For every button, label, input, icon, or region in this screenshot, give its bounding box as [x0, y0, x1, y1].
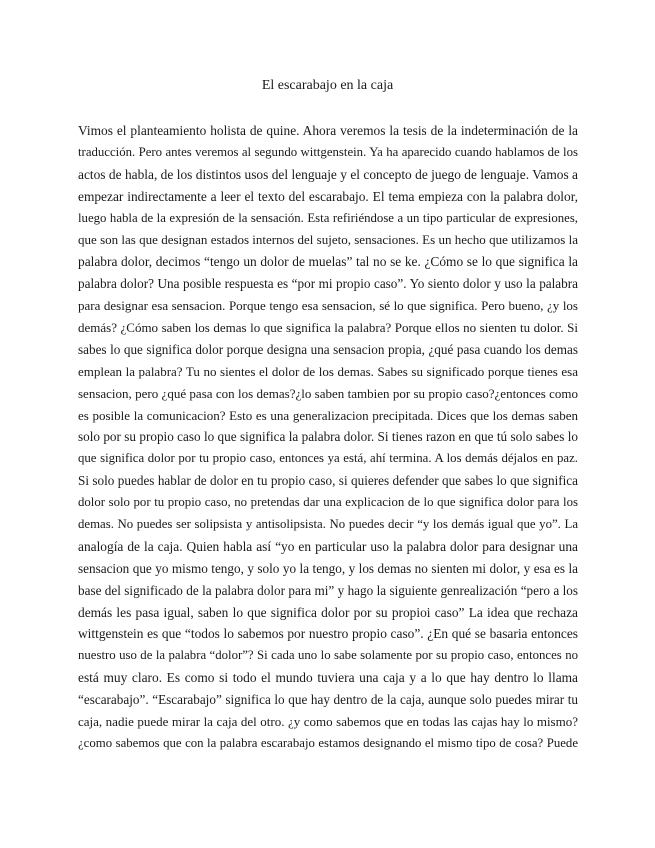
text-line: nuestro uso de la palabra “dolor”? Si cada uno lo sabe solamente por su propio caso, entonces no — [78, 648, 578, 663]
text-line: wittgenstein es que “todos lo sabemos por nuestro propio caso”. ¿En qué se basaria entonces — [78, 626, 578, 642]
text-line: luego habla de la expresión de la sensación. Esta refiriéndose a un tipo particular de expresiones, — [78, 210, 578, 225]
text-line: ¿como sabemos que con la palabra escarabajo estamos designando el mismo tipo de cosa? Puede — [78, 735, 578, 750]
text-line: demás les pasa igual, saben lo que significa dolor por su propioi caso” La idea que rechaza — [78, 604, 578, 620]
document-title: El escarabajo en la caja — [261, 78, 394, 93]
text-line: solo por su propio caso lo que significa la palabra dolor. Si tienes razon en que tú solo sabes lo — [78, 429, 578, 445]
text-line: es posible la comunicacion? Esto es una generalizacion precipitada. Dices que los demas saben — [78, 407, 578, 423]
text-line: demas. No puedes ser solipsista y antisolipsista. No puedes decir “y los demás igual que yo”. La — [78, 517, 578, 532]
text-line: palabra dolor, decimos “tengo un dolor de muelas” tal no se ke. ¿Cómo se lo que significa la — [78, 254, 578, 270]
text-line: caja, nadie puede mirar la caja del otro. ¿y como sabemos que en todas las cajas hay lo mismo? — [78, 714, 578, 730]
text-line: demás? ¿Cómo saben los demas lo que significa la palabra? Porque ellos no sienten tu dolor. Si — [78, 320, 578, 336]
text-line: actos de habla, de los distintos usos del lenguaje y el concepto de juego de lenguaje. Vamos a — [78, 166, 578, 182]
text-line: para designar esa sensacion. Porque tengo esa sensacion, sé lo que significa. Pero bueno, ¿y los — [78, 298, 578, 314]
text-line: traducción. Pero antes veremos al segundo wittgenstein. Ya ha aparecido cuando hablamos de los — [78, 144, 578, 159]
text-line: que son las que designan estados internos del sujeto, sensaciones. Es un hecho que utilizamos la — [78, 232, 578, 248]
text-line: “escarabajo”. “Escarabajo” significa lo que hay dentro de la caja, aunque solo puedes mirar tu — [78, 692, 578, 708]
text-line: sensacion, pero ¿qué pasa con los demas?¿lo saben tambien por su propio caso?¿entonces como — [78, 385, 578, 401]
text-line: Vimos el planteamiento holista de quine. Ahora veremos la tesis de la indeterminación de la — [78, 123, 578, 138]
text-line: empezar indirectamente a leer el texto del escarabajo. El tema empieza con la palabra dolor, — [78, 188, 578, 204]
text-line: base del significado de la palabra dolor para mi” y hago la siguiente genrealización “pero a los — [78, 582, 578, 598]
text-line: emplean la palabra? Tu no sientes el dolor de los demas. Sabes su significado porque tienes esa — [78, 363, 578, 379]
text-line: palabra dolor? Una posible respuesta es “por mi propio caso”. Yo siento dolor y uso la palabra — [78, 276, 578, 292]
text-line: que significa dolor por tu propio caso, entonces ya está, ahí termina. A los demás déjalos en paz. — [78, 451, 578, 466]
text-line: sabes lo que significa dolor porque designa una sensacion propia, ¿qué pasa cuando los demas — [78, 341, 578, 357]
text-line: dolor solo por tu propio caso, no pretendas dar una explicacion de lo que significa dolor para los — [78, 495, 578, 510]
text-line: Si solo puedes hablar de dolor en tu propio caso, si quieres defender que sabes lo que significa — [78, 473, 578, 489]
text-line: sensacion que yo mismo tengo, y solo yo la tengo, y los demas no sienten mi dolor, y esa es la — [78, 560, 578, 576]
document-body — [78, 120, 578, 755]
text-line: está muy claro. Es como si todo el mundo tuviera una caja y a lo que hay dentro lo llama — [78, 670, 578, 686]
text-line: analogía de la caja. Quien habla así “yo en particular uso la palabra dolor para designar una — [78, 538, 578, 554]
